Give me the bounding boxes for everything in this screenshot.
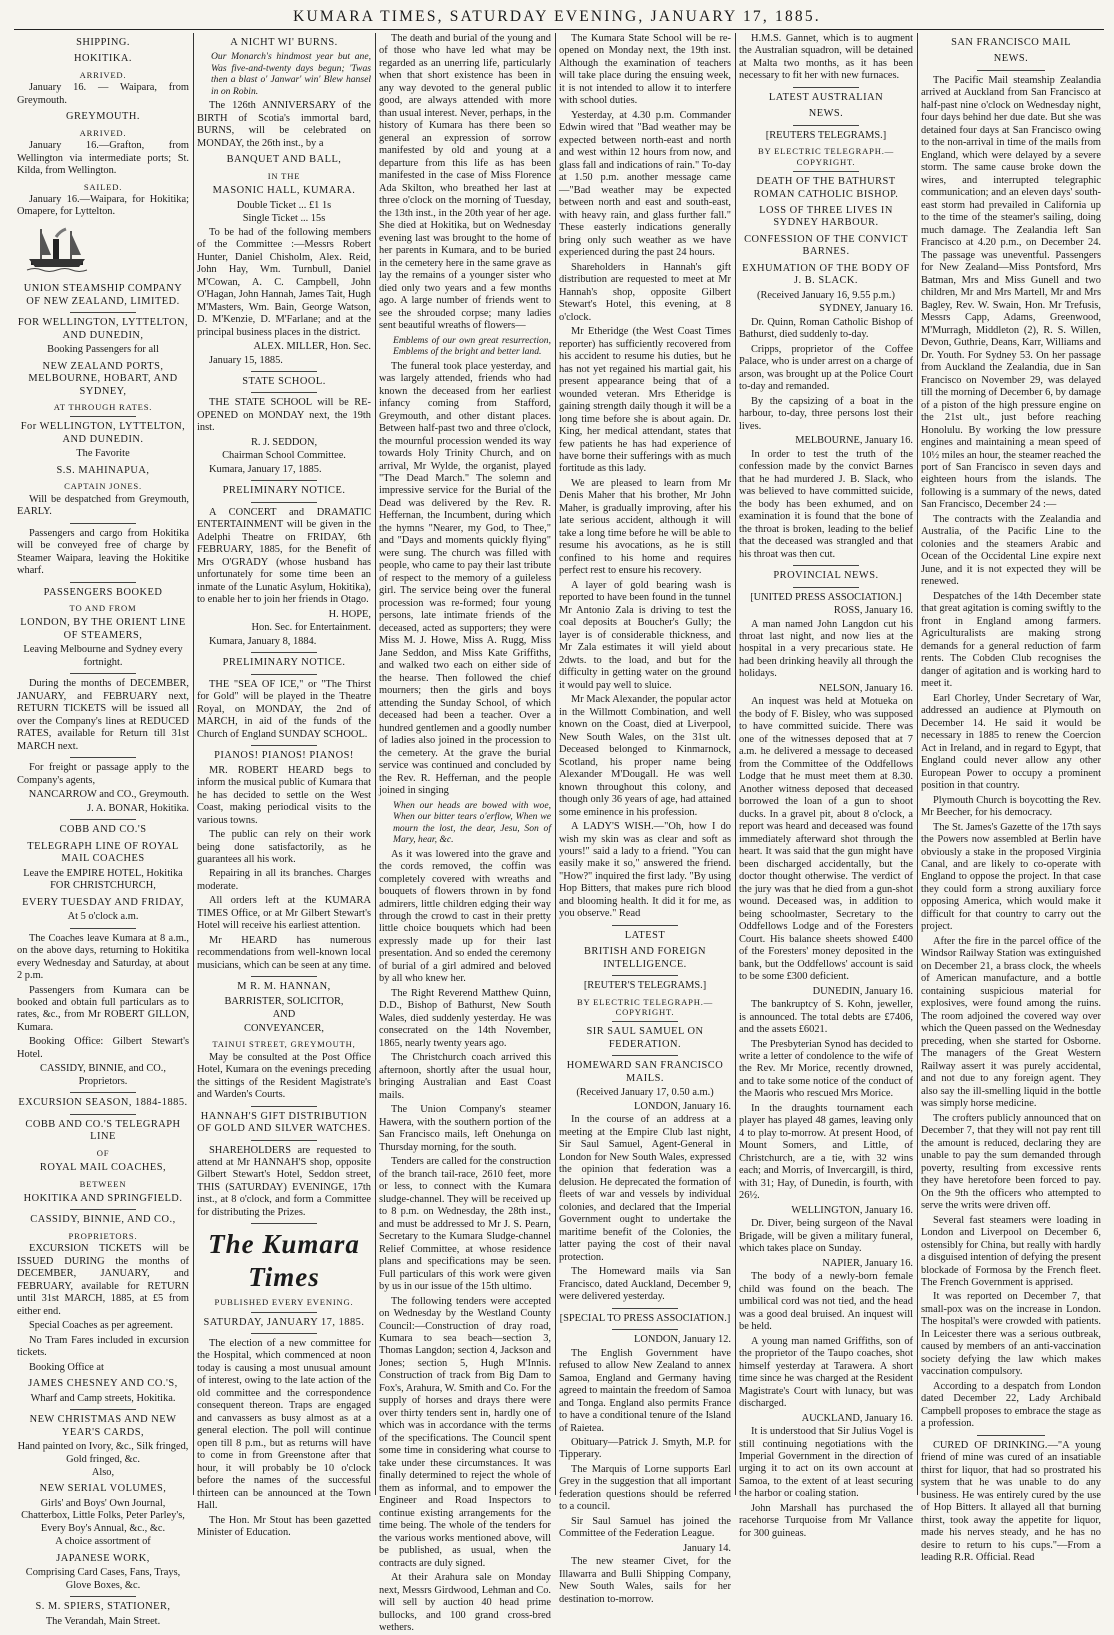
centered-line: Leaving Melbourne and Sydney every fortnight. (23, 644, 183, 668)
article-paragraph: Booking Office at (29, 1361, 104, 1373)
centered-line: [UNITED PRESS ASSOCIATION.] (750, 591, 902, 603)
article-paragraph: Will be despatched from Greymouth, EARLY. (17, 493, 189, 518)
section-heading: ROYAL MAIL COACHES, (39, 1162, 167, 1174)
section-rule (977, 1435, 1045, 1436)
section-rule (251, 674, 317, 675)
small-caps-line: TO AND FROM (69, 603, 137, 614)
article-paragraph: Passengers from Kumara can be booked and obtain full particulars as to rates, &c., from Mr ROBERT GILLON, Kumara. (17, 984, 189, 1033)
centered-line: CONVEYANCER, (244, 1022, 324, 1034)
article-paragraph: The contracts with the Zealandia and Australia, of the Pacific Line to the colonies and the steamers Arabic and Ocean of the Occidental Line expire next June, and it is not expected they will be renewed. (921, 513, 1101, 588)
masthead-rule (14, 29, 1104, 30)
section-heading: FOR WELLINGTON, LYTTELTON, AND DUNEDIN, (17, 317, 189, 341)
centered-line: (Received January 16, 9.55 p.m.) (757, 289, 895, 301)
section-heading: TELEGRAPH LINE OF ROYAL MAIL COACHES (27, 840, 179, 865)
section-heading: COBB AND CO.'S (59, 824, 147, 836)
signature-line: LONDON, January 16. (634, 1100, 731, 1112)
article-paragraph: The Hon. Mr Stout has been gazetted Minister of Education. (197, 1514, 371, 1539)
article-paragraph: Dr. Quinn, Roman Catholic Bishop of Bathurst, died suddenly to-day. (739, 316, 913, 341)
section-heading: NEWS. (808, 108, 844, 120)
small-caps-line: PROPRIETORS. (68, 1230, 138, 1241)
article-paragraph: Obituary—Patrick J. Smyth, M.P. for Tipperary. (559, 1437, 731, 1461)
section-rule (612, 1308, 677, 1309)
article-paragraph: Tenders are called for the construction of the branch tail-race, 2610 feet, more or less, to connect with the Kumara sludge-channel. They will be received up to 8 p.m. on Wednesday, the 28th inst., and must be addressed to Mr J. S. Pearn, Secretary to the Kumara Sludge-channel Relief Committee, at whose residence plans and specifications may be seen. Full particulars of this work were given by us in our issue of the 15th ultimo. (379, 1156, 551, 1293)
section-heading: PIANOS! PIANOS! PIANOS! (214, 750, 354, 762)
section-rule (70, 1209, 135, 1210)
centered-line: Hand painted on Ivory, &c., Silk fringed, Gold fringed, &c. (17, 1441, 189, 1465)
section-heading: MASONIC HALL, KUMARA. (212, 185, 356, 197)
article-paragraph: Kumara, January 17, 1885. (209, 463, 322, 475)
signature-line: ALEX. MILLER, Hon. Sec. (253, 341, 371, 353)
article-paragraph: An inquest was held at Motueka on the body of F. Bisley, who was supposed to have committed suicide. There was one of the witnesses deposed that at 7 a.m. he delivered a message to deceased from the Committee of the Oddfellows Lodge that he must meet them at 8.30. Another witness deposed that deceased borrowed the loan of a gun to shoot ducks. In a gravel pit, about 8 o'clock, a report was heard and deceased was found immediately afterward shot through the heart. It was said that the gun might have been discharged accidentally, but the doctor thought otherwise. The verdict of the jury was that he died from a gun-shot wound. Deceased was, in addition to being schoolmaster, Secretary to the Oddfellows Lodge and of the Foresters Court. His balance sheets showed £400 of the Foresters' money deposited in the bank, but the Oddfellows' account is said to be some £300 deficient. (739, 696, 913, 983)
section-heading: PRELIMINARY NOTICE. (222, 657, 346, 669)
article-paragraph: Earl Chorley, Under Secretary of War, addressed an audience at Plymouth on December 14. He said it would be necessary in 1885 to renew the Coercion Act in Ireland, and in regard to Egypt, that England could never allow any other European Power to occupy a prominent position in that country. (921, 692, 1101, 792)
section-rule (977, 70, 1045, 71)
article-paragraph: The new steamer Civet, for the Illawarra and Bulli Shipping Company, New South Wales, sails for her destination to-morrow. (559, 1556, 731, 1605)
article-paragraph: Repairing in all its branches. Charges moderate. (197, 868, 371, 892)
section-heading: CASSIDY, BINNIE, AND CO., (30, 1214, 176, 1226)
article-paragraph: Cripps, proprietor of the Coffee Palace, who is under arrest on a charge of arson, was brought up at the Police Court to-day and remanded. (739, 343, 913, 393)
small-caps-line: ARRIVED. (79, 127, 127, 138)
section-rule (70, 1596, 135, 1597)
signature-line: NAPIER, January 16. (822, 1257, 913, 1269)
signature-line: WELLINGTON, January 16. (791, 1204, 913, 1216)
article-paragraph: It is understood that Sir Julius Vogel is still continuing negotiations with the Imperial Government in the direction of urging it to act on its own account at Samoa, to the extent of at least securing the harbor or coaling station. (739, 1426, 913, 1500)
article-paragraph: The public can rely on their work being done satisfactorily, as he guarantees all his work. (197, 829, 371, 865)
section-heading: S. M. SPIERS, STATIONER, (35, 1601, 171, 1613)
section-rule (612, 1021, 677, 1022)
centered-line: The Favorite (76, 448, 130, 460)
article-paragraph: The Homeward mails via San Francisco, dated Auckland, December 9, were delivered yesterday. (559, 1266, 731, 1303)
article-paragraph: Dr. Diver, being surgeon of the Naval Brigade, will be given a military funeral, which takes place on Sunday. (739, 1218, 913, 1255)
section-rule (251, 1106, 317, 1107)
centered-line: (Received January 17, 0.50 a.m.) (576, 1087, 714, 1099)
section-heading: HOKITIKA. (74, 53, 132, 65)
centered-line: A choice assortment of (55, 1536, 151, 1548)
section-rule (70, 416, 135, 417)
section-heading: For WELLINGTON, LYTTELTON, AND DUNEDIN. (20, 421, 186, 445)
section-rule (70, 582, 135, 583)
article-paragraph: During the months of DECEMBER, JANUARY, and FEBRUARY next, RETURN TICKETS will be issued all over the Company's lines at REDUCED RATES, available for Return till 31st MARCH next. (17, 678, 189, 752)
section-heading: PASSENGERS BOOKED (43, 586, 163, 598)
article-paragraph: The Kumara State School will be re-opened on Monday next, the 19th inst. Although the examination of teachers will take place during the ensuing week, it is not intended to allow it to interfere with school duties. (559, 33, 731, 107)
small-caps-line: BETWEEN (79, 1178, 127, 1189)
signature-line: LONDON, January 12. (634, 1334, 731, 1346)
section-rule (70, 1114, 135, 1115)
column-local-news (376, 33, 554, 1634)
article-paragraph: Yesterday, at 4.30 p.m. Commander Edwin wired that "Bad weather may be expected between north-east and north and west within 12 hours from now, and glass fall and indications of rain." To-day at 1.50 p.m. another message came—"Bad weather may be expected between north and east and south-east, with heavy rain, and glass further fall." These easterly indications generally bring only such weather as we have experienced during the past 24 hours. (559, 109, 731, 259)
signature-line: MELBOURNE, January 16. (795, 435, 913, 447)
centered-line: At 5 o'clock a.m. (67, 911, 139, 923)
article-paragraph: A LADY'S WISH.—"Oh, how I do wish my skin was as clear and soft as yours!" said a lady to a friend. "You can easily make it so," answered the friend. "How?" inquired the first lady. "By using Hop Bitters, that makes pure rich blood and blooming health. It did it for me, as you observe." Read (559, 821, 731, 920)
article-paragraph: THE STATE SCHOOL will be RE-OPENED on MONDAY next, the 19th inst. (197, 397, 371, 434)
article-paragraph: THE "SEA OF ICE," or "The Thirst for Gold" will be played in the Theatre Royal, on MONDAY, the 2nd of MARCH, in aid of the funds of the Church of England SUNDAY SCHOOL. (197, 678, 371, 740)
article-paragraph: CURED OF DRINKING.—"A young friend of mine was cured of an insatiable thirst for liquor, that had so prostrated his system that he was unable to do any business. He was entirely cured by the use of Hop Bitters. It allayed all that burning thirst, took away the appetite for liquor, made his nerves steady, and he has no desire to return to his cups."—From a leading R.R. Official. Read (921, 1439, 1101, 1564)
section-heading: LONDON, BY THE ORIENT LINE OF STEAMERS, (20, 617, 186, 641)
article-paragraph: The body of a newly-born female child was found on the beach. The umbilical cord was not tied, and the head was a good deal bruised. An inquest will be held. (739, 1271, 913, 1333)
article-paragraph: The death and burial of the young and of those who have led what may be regarded as an unerring life, particularly when that short existence has been in any way devoted to the general public good, are always attended with more than usual interest. Never, perhaps, in the history of Kumara has there been so general an expression of sorrow manifested by old and young at a departure from this life as has been manifested in the case of Miss Florence Ada Skilton, who breathed her last at three o'clock on the morning of Tuesday, the 13th inst., in the 20th year of her age. She died at Hokitika, but on Wednesday evening last was brought to the home of her parents in Kumara, and to be buried in the cemetery here in the same grave as lay the remains of a younger sister who died only two years and a few months ago. A large number of friends went to see the shrouded corpse; many ladies sent beautiful wreaths of flowers— (379, 33, 551, 332)
article-paragraph: The English Government have refused to allow New Zealand to annex Samoa, England and Germany having agreed to maintain the freedom of Samoa and Tonga. England also permits France to have a conditional tenure of the Island of Raietea. (559, 1347, 731, 1434)
article-paragraph: The bankruptcy of S. Kohn, jeweller, is announced. The total debts are £7406, and the assets £6021. (739, 999, 913, 1036)
small-caps-line: OF (96, 1147, 110, 1158)
centered-line: AND (272, 1009, 296, 1021)
section-rule (612, 1329, 677, 1330)
centered-line: Also, (91, 1466, 115, 1478)
signature-line: J. A. BONAR, Hokitika. (87, 802, 189, 814)
article-paragraph: January 16.—Grafton, from Wellington via intermediate ports; St. Kilda, from Wellington. (17, 140, 189, 177)
verse-lines: Our Monarch's hindmost year but ane, Was five-and-twenty days begun; 'Twas then a blast o' Janwar' win' Blew hansel in on Robin. (211, 51, 371, 97)
section-heading: LATEST AUSTRALIAN (768, 91, 884, 103)
article-paragraph: Several fast steamers were loading in London and Liverpool on December 6, ostensibly for China, but really with hardly a disguised intention of defying the present blockade of Formosa by the French fleet. The French Government is apprised. (921, 1214, 1101, 1288)
article-paragraph: We are pleased to learn from Mr Denis Maher that his brother, Mr John Maher, is gradually improving, after his late serious accident, although it will take a long time before he will be able to resume his avocations, as he is still confined to his home and requires perfect rest to ensure his recovery. (559, 477, 731, 577)
section-rule (70, 523, 135, 524)
article-paragraph: The crofters publicly announced that on December 7, that they will not pay rent till the amount is reduced, declaring they are unable to pay the sum demanded through poverty, resulting from excessive rents they have heretofore been forced to pay. On the 9th the officers who attempted to serve the writs were driven off. (921, 1112, 1101, 1212)
small-caps-line: AT THROUGH RATES. (53, 402, 153, 413)
article-paragraph: To be had of the following members of the Committee :—Messrs Robert Hunter, Daniel Chisholm, Alex. Reid, John Hay, Wm. Turnbull, Daniel M'Cowan, A. C. Campbell, John O'Hagan, John Hannah, James Tait, Hugh M'Masters, Wm. Bain, George Watson, D. M'Kenzie, D. M'Farlane; and at the principal business places in the district. (197, 226, 371, 338)
section-rule (793, 125, 859, 126)
article-paragraph: Mr HEARD has numerous recommendations from well-known local musicians, which can be seen at any time. (197, 934, 371, 971)
article-paragraph: Booking Office: Gilbert Stewart's Hotel. (17, 1036, 189, 1060)
small-caps-line: PUBLISHED EVERY EVENING. (214, 1297, 354, 1308)
signature-line: H. HOPE, (328, 608, 371, 620)
column-san-francisco-mail-news (918, 33, 1104, 1564)
section-rule (251, 976, 317, 977)
centered-line: Double Ticket ... £1 1s (236, 199, 332, 211)
section-heading: SATURDAY, JANUARY 17, 1885. (203, 1316, 365, 1328)
section-heading: COBB AND CO.'S TELEGRAPH LINE (25, 1118, 181, 1143)
article-paragraph: At their Arahura sale on Monday next, Messrs Girdwood, Lehman and Co. will sell by auction 40 head prime bullocks, and 100 grand cross-bred wethers. (379, 1572, 551, 1634)
article-paragraph: John Marshall has purchased the racehorse Turquoise from Mr Vallance for 300 guineas. (739, 1502, 913, 1539)
section-rule (70, 1092, 135, 1093)
section-rule (251, 745, 317, 746)
article-paragraph: In the draughts tournament each player has played 48 games, leaving only 4 to play to-morrow. At present Hood, of Mount Somers, and Little, of Christchurch, are a tie, with 32 wins each; and Morris, of Invercargill, is third, with 31; Hay, of Dunedin, is fourth, with 26½. (739, 1102, 913, 1202)
article-paragraph: The Right Reverend Matthew Quinn, D.D., Bishop of Bathurst, New South Wales, died suddenly yesterday. He was consecrated on the 14th November, 1865, nearly twenty years ago. (379, 987, 551, 1049)
article-paragraph: For freight or passage apply to the Company's agents, (17, 762, 189, 786)
article-paragraph: Sir Saul Samuel has joined the Committee of the Federation League. (559, 1515, 731, 1540)
centered-line: The Verandah, Main Street. (45, 1615, 161, 1627)
article-paragraph: January 15, 1885. (209, 354, 283, 366)
section-rule (251, 1223, 317, 1224)
article-paragraph: All orders left at the KUMARA TIMES Office, or at Mr Gilbert Stewart's Hotel will receive his earliest attention. (197, 895, 371, 932)
article-paragraph: Despatches of the 14th December state that great agitation is coming swiftly to the front in England among farmers. Agriculturalists are making strong demands for a general reduction of farm rents. The Cobden Club recognises the danger of agitation and is working hard to meet it. (921, 590, 1101, 690)
centered-line: Leave the EMPIRE HOTEL, Hokitika FOR CHRISTCHURCH, (23, 867, 183, 892)
signature-line: ROSS, January 16. (833, 605, 913, 617)
section-heading: S.S. MAHINAPUA, (56, 464, 150, 476)
section-heading: LATEST (624, 929, 666, 941)
small-caps-line: SAILED. (83, 181, 123, 192)
article-paragraph: January 16. — Waipara, from Greymouth. (17, 82, 189, 106)
section-rule (793, 87, 859, 88)
section-heading: STATE SCHOOL. (242, 376, 326, 387)
signature-line: SYDNEY, January 16. (819, 303, 913, 315)
section-rule (251, 652, 317, 653)
centered-line: [REUTERS TELEGRAMS.] (765, 129, 887, 141)
column-local-and-foreign-news (556, 33, 734, 1605)
signature-line: January 14. (683, 1542, 731, 1554)
centered-line: Booking Passengers for all (47, 344, 159, 356)
section-heading: EVERY TUESDAY AND FRIDAY, (22, 896, 184, 908)
steamship-icon (27, 225, 87, 273)
section-rule (612, 1055, 677, 1056)
article-paragraph: The Marquis of Lorne supports Earl Grey in the suggestion that all important federation questions should be referred to a council. (559, 1463, 731, 1513)
small-caps-line: TAINUI STREET, GREYMOUTH, (212, 1039, 356, 1050)
section-heading: M R. M. HANNAN, (237, 981, 331, 993)
centered-line: Wharf and Camp streets, Hokitika. (30, 1392, 176, 1404)
article-paragraph: January 16.—Waipara, for Hokitika; Omapere, for Lyttelton. (17, 193, 189, 218)
section-rule (251, 392, 317, 393)
section-rule (612, 975, 677, 976)
article-paragraph: Plymouth Church is boycotting the Rev. Mr Beecher, for his democracy. (921, 794, 1101, 819)
centered-line: [SPECIAL TO PRESS ASSOCIATION.] (559, 1312, 731, 1324)
section-rule (793, 171, 859, 172)
article-paragraph: May be consulted at the Post Office Hotel, Kumara on the evenings preceding the sittings of the Resident Magistrate's and Warden's Courts. (197, 1051, 371, 1101)
article-paragraph: After the fire in the parcel office of the Windsor Railway Station was extinguished on December 21, a brass clock, the wheels of American manufacture, and a bottle containing suspicious material for explosives, were found among the ruins. The room adjoined the covered way over which the Queen passed on the Wednesday preceding, when she started for Osborne. The managers of the Great Western Railway assert it was purely accidental, and not due to any foreign agent. They also say the ill-smelling liquid in the bottle was simply horse medicine. (921, 935, 1101, 1110)
section-heading: CONFESSION OF THE CONVICT BARNES. (744, 233, 908, 258)
section-rule (251, 1333, 317, 1334)
centered-line: R. J. SEDDON, (250, 436, 318, 448)
small-caps-line: BY ELECTRIC TELEGRAPH.—COPYRIGHT. (757, 146, 895, 167)
article-paragraph: SHAREHOLDERS are requested to attend at Mr HANNAH'S shop, opposite Gilbert Stewart's Hotel, Seddon street, THIS (SATURDAY) EVENINGE, 17th inst., at 8 o'clock, and form a Committee for distributing the Prizes. (197, 1144, 371, 1218)
centered-line: Comprising Card Cases, Fans, Trays, Glove Boxes, &c. (25, 1567, 181, 1591)
signature-line: NELSON, January 16. (818, 682, 913, 694)
small-caps-line: CAPTAIN JONES. (64, 481, 142, 492)
section-rule (70, 757, 135, 758)
section-heading: PRELIMINARY NOTICE. (222, 485, 346, 497)
section-rule (251, 371, 317, 372)
section-rule (70, 819, 135, 820)
article-paragraph: A layer of gold bearing wash is reported to have been found in the tunnel Mr Antonio Zala is driving to test the coal deposits at Boucher's Gully; the layer is of considerable thickness, and Mr Zala estimates it will yield about 2dwts. to the load, and but for the difficulty in getting water on the ground it would pay well to sluice. (559, 579, 731, 691)
article-paragraph: A CONCERT and DRAMATIC ENTERTAINMENT will be given in the Adelphi Theatre on FRIDAY, 6th FEBRUARY, 1885, for the Benefit of Mrs O'GRADY (whose husband has unfortunately for some time been an inmate of the Lunatic Asylum, Hokitika), to enable her to join her friends in Otago. (197, 506, 371, 606)
verse-lines: Emblems of our own great resurrection, Emblems of the bright and better land. (393, 334, 551, 358)
section-rule (251, 502, 317, 503)
article-paragraph: Shareholders in Hannah's gift distribution are requested to meet at Mr Hannah's shop, opposite Gilbert Stewart's Hotel, this evening, at 8 o'clock. (559, 261, 731, 323)
section-heading: UNION STEAMSHIP COMPANY OF NEW ZEALAND, LIMITED. (23, 283, 183, 307)
section-rule (793, 565, 859, 566)
section-heading: NEW ZEALAND PORTS, MELBOURNE, HOBART, AND SYDNEY, (28, 360, 178, 397)
section-rule (251, 1312, 317, 1313)
section-heading: JAPANESE WORK, (56, 1552, 150, 1564)
newspaper-nameplate: The Kumara Times (208, 1229, 360, 1292)
small-caps-line: ARRIVED. (79, 69, 127, 80)
article-paragraph: A man named John Langdon cut his throat last night, and now lies at the hospital in a very precarious state. He had been drinking heavily all through the holidays. (739, 618, 913, 680)
section-rule (251, 480, 317, 481)
article-paragraph: The Presbyterian Synod has decided to write a letter of condolence to the wife of the Rev. Mr Morice, recently drowned, and to take some notice of the conduct of the Maoris who rescued Mrs Morice. (739, 1038, 913, 1100)
article-paragraph: H.M.S. Gannet, which is to augment the Australian squadron, will be detained at Malta two months, as it has been necessary to fit her with new furnaces. (739, 33, 913, 82)
centered-line: Girls' and Boys' Own Journal, Chatterbox, Little Folks, Peter Parley's, Every Boy's Annual, &c., &c. (21, 1497, 185, 1534)
article-paragraph: Passengers and cargo from Hokitika will be conveyed free of charge by Steamer Waipara, leaving the Hokitike wharf. (17, 527, 189, 577)
centered-line: Chairman School Committee. (222, 450, 346, 462)
signature-line: NANCARROW and CO., Greymouth. (28, 789, 189, 801)
centered-line: Single Ticket ... 15s (242, 213, 326, 225)
article-paragraph: Special Coaches as per agreement. (29, 1320, 173, 1332)
section-heading: EXCURSION SEASON, 1884-1885. (18, 1097, 188, 1109)
centered-line: BARRISTER, SOLICITOR, (224, 995, 344, 1007)
section-rule (70, 928, 135, 929)
article-paragraph: The Christchurch coach arrived this afternoon, shortly after the usual hour, bringing Australian and East Coast mails. (379, 1052, 551, 1101)
article-paragraph: Kumara, January 8, 1884. (209, 635, 317, 647)
section-heading: SHIPPING. (76, 37, 130, 48)
article-paragraph: Mr Etheridge (the West Coast Times reporter) has sufficiently recovered from his accident to resume his duties, but he has not yet regained his martial gait, his present appearance being that of a wounded veteran. Mrs Etheridge is gaining strength daily though it will be a long time before she is about again. Dr. King, her medical attendant, states that few patients he has had experience of have borne their sufferings with as much fortitude as this lady. (559, 326, 731, 475)
article-paragraph: In the course of an address at a meeting at the Empire Club last night, Sir Saul Samuel, Agent-General in London for New South Wales, expressed the opinion that federation was a delusion. He deprecated the formation of fleets of war and vessels by individual colonies, and declared that the Imperial Government ought to undertake the maritime benefit of the Colonies, the latter paying the cost of their naval protection. (559, 1114, 731, 1263)
section-rule (70, 1409, 135, 1410)
article-paragraph: MR. ROBERT HEARD begs to inform the musical public of Kumara that he has decided to settle on the West Coast, making periodical visits to the various towns. (197, 764, 371, 826)
section-rule (793, 587, 859, 588)
column-australian-provincial-news (736, 33, 916, 1539)
section-heading: NEWS. (993, 53, 1029, 65)
article-paragraph: The Pacific Mail steamship Zealandia arrived at Auckland from San Francisco at half-past nine o'clock on Wednesday night, four days behind her due date. But she was detained four days at San Francisco owing to the non-arrival in time of the mails from England, which were delayed by a severe storm. The same cause broke down the wires, and interrupted telegraphic communication; and an eleven days' south-east storm had prevailed in California up to the time of the steamer's sailing, doing much damage. The Zealandia left San Francisco at 4.20 p.m., on December 24. The passage was uneventful. Passengers for New Zealand—Miss Pontsford, Mrs Batman, Mrs and Miss Gunell and two children, Mr and Mrs Martell, Mr and Mrs Bagley, Rev. W. Swain, Hon. Mr Trefusis, Messrs Capp, Adams, Greenwood, M'Murragh, Middleton (2), R. S. Willen, Devon, Guthrie, Deans, Karr, Williams and Dr. Youth. For Sydney 53. On her passage from Auckland the Zealandia, due in San Francisco on November 29, was delayed till the morning of December 6, by damage of a piston of the high pressure engine on the 21st ult., just before reaching Honolulu. By working the low pressure engines and maintaining a mean speed of 10½ miles an hour, the steamer reached the port of San Francisco in seven days and eighteen hours from the islands. The following is a summary of the news, dated San Francisco, December 24 :— (921, 74, 1101, 511)
article-paragraph: By the capsizing of a boat in the harbour, to-day, three persons lost their lives. (739, 395, 913, 432)
section-heading: HANNAH'S GIFT DISTRIBUTION OF GOLD AND SILVER WATCHES. (197, 1110, 371, 1135)
newspaper-masthead: KUMARA TIMES, SATURDAY EVENING, JANUARY 17, 1885. (293, 8, 821, 25)
article-paragraph: Mr Mack Alexander, the popular actor in the Willmott Combination, and well known on the Coast, died at Liverpool, New South Wales, on the 31st ult. Deceased belonged to Kinmarnock, Scotland, his proper name being Alexander M'Dougall. He was well known throughout this colony, and though only 36 years of age, had attained some eminence in his profession. (559, 694, 731, 818)
section-heading: NEW CHRISTMAS AND NEW YEAR'S CARDS, (29, 1414, 177, 1438)
article-paragraph: As it was lowered into the grave and the cords removed, the coffin was completely covered with wreaths and bouquets of flowers thrown in by fond admirers, little children edging their way through the crowd to cast in their pretty little choice bouquets which had been expressly made up for their last presentation. And so ended the ceremony of burial of a girl admired and beloved by all who knew her. (379, 848, 551, 985)
article-paragraph: The Coaches leave Kumara at 8 a.m., on the above days, returning to Hokitika every Wednesday and Saturday, at about 2 p.m. (17, 932, 189, 982)
section-heading: DEATH OF THE BATHURST ROMAN CATHOLIC BISHOP. (753, 176, 899, 200)
column-notices (194, 33, 374, 1539)
section-heading: LOSS OF THREE LIVES IN SYDNEY HARBOUR. (759, 204, 893, 229)
centered-line: [REUTER'S TELEGRAMS.] (583, 980, 707, 992)
article-paragraph: EXCURSION TICKETS will be ISSUED DURING the months of DECEMBER, JANUARY, and FEBRUARY, available for RETURN until 31st MARCH, 1885, at £5 from either end. (17, 1243, 189, 1317)
section-heading: HOMEWARD SAN FRANCISCO MAILS. (566, 1060, 724, 1084)
article-paragraph: According to a despatch from London dated December 22, Lady Archibald Campbell proposes to embrace the stage as a profession. (921, 1380, 1101, 1430)
section-heading: SIR SAUL SAMUEL ON FEDERATION. (586, 1026, 704, 1050)
article-paragraph: A young man named Griffiths, son of the proprietor of the Taupo coaches, shot himself yesterday at Tarawera. A short time since he was charged at the Resident Magistrate's Court with lunacy, but was discharged. (739, 1335, 913, 1410)
signature-line: Hon. Sec. for Entertainment. (251, 622, 371, 634)
signature-line: AUCKLAND, January 16. (801, 1412, 913, 1424)
article-paragraph: The following tenders were accepted on Wednesday by the Westland County Council:—Construction of dray road, Kumara to sea beach—section 3, Thomas Langdon; section 4, Jackson and Jones; section 5, Hugh M'Innis. Construction of track from Big Dam to Fox's, Arahura, W. Smith and Co. For the supply of horses and drays there were over thirty tenders sent in, hardly one of which was in accordance with the terms of the specifications. The Council spent some time in considering what course to take under these circumstances. It was finally determined to reject the whole of them as informal, and to empower the Engineer and Road Inspectors to continue existing arrangements for the time being. The whole of the tenders for the various works mentioned above, will be published, as usual, when the contracts are duly signed. (379, 1295, 551, 1569)
section-rule (612, 925, 677, 926)
section-rule (70, 312, 135, 313)
article-paragraph: The 126th ANNIVERSARY of the BIRTH of Scotia's immortal bard, BURNS, will be celebrated on MONDAY, the 26th inst., by a (197, 100, 371, 149)
article-paragraph: The St. James's Gazette of the 17th says the Powers now assembled at Berlin have obviously a stake in the proposed Virginia Canal, and are likely to co-operate with England to oppose the project. In that case they could form a strong auxiliary force opposing America, which would make it difficult for that country to carry out the project. (921, 821, 1101, 933)
article-paragraph: It was reported on December 7, that small-pox was on the increase in London. The hospital's were crowded with patients. In Leicester there was a serious outbreak, caused by members of an anti-vaccination society defying the law which makes vaccination compulsory. (921, 1291, 1101, 1378)
article-paragraph: The funeral took place yesterday, and was largely attended, friends who had known the deceased from her earliest infancy coming from Stafford, Greymouth, and other distant places. Between half-past two and three o'clock, the mournful procession wended its way towards Holy Trinity Church, and on arrival, Mr Wylde, the organist, played "The Dead March." The solemn and impressive service for the Burial of the Dead was delivered by the Rev. R. Heffernan, the Incumbent, during which the hymns "Nearer, my God, to Thee," and "Days and moments quickly flying" were sung. The church was filled with people, who came to pay their last tribute of respect to the memory of a guileless girl. The service being over the funeral procession was re-formed; four young persons, late intimate friends of the deceased, acted as supporters; they were Miss M. J. Howe, Miss A. Rugg, Miss Jane Seddon, and Miss Kate Griffiths, and walked two each on either side of the hearse. Then followed the chief mourners; then the girls and boys attending the Sunday School, of which deceased had been a teacher. Over a hundred gentlemen and a goodly number of ladies also joined in the procession to the cemetery. At the grave the burial service was continued and concluded by the Rev. R. Heffernan, and the people joined in singing (379, 360, 551, 797)
section-heading: A NICHT WI' BURNS. (230, 37, 338, 48)
verse-lines: When our heads are bowed with woe, When our bitter tears o'erflow, When we mourn the lost, the dear, Jesu, Son of Mary, hear, &c. (393, 799, 551, 846)
section-heading: SAN FRANCISCO MAIL (951, 37, 1071, 48)
section-heading: BANQUET AND BALL, (226, 154, 342, 166)
article-paragraph: The Union Company's steamer Hawera, with the southern portion of the San Francisco mails, left Onehunga on Thursday morning, for the south. (379, 1104, 551, 1153)
section-heading: HOKITIKA AND SPRINGFIELD. (23, 1192, 183, 1204)
section-heading: NEW SERIAL VOLUMES, (39, 1483, 167, 1495)
section-heading: EXHUMATION OF THE BODY OF J. B. SLACK. (742, 262, 910, 287)
section-heading: JAMES CHESNEY AND CO.'S, (28, 1378, 178, 1390)
signature-line: DUNEDIN, January 16. (812, 985, 913, 997)
small-caps-line: IN THE (267, 170, 301, 181)
section-rule (70, 673, 135, 674)
article-paragraph: The election of a new committee for the Hospital, which commenced at noon today is causing a most unusual amount of interest, owing to the late action of the old committee and the correspondence consequent thereon. Traps are engaged and canvassers as busy almost as at a general election. The poll will continue open till 8 p.m., but as returns will have to come in from Greenstone after that hour, it will probably be 10 o'clock before the names of the successful thirteen can be announced at the Town Hall. (197, 1337, 371, 1512)
section-heading: PROVINCIAL NEWS. (773, 570, 879, 582)
section-heading: GREYMOUTH. (66, 111, 140, 123)
article-paragraph: In order to test the truth of the confession made by the convict Barnes that he had murdered J. B. Slack, who was believed to have committed suicide, the body has been exhumed, and on examination it is found that the bone of the throat is broken, leading to the belief that the deceased was strangled and that his throat was then cut. (739, 448, 913, 560)
article-paragraph: No Tram Fares included in excursion tickets. (17, 1334, 189, 1359)
column-shipping-ads (14, 33, 192, 1627)
small-caps-line: BY ELECTRIC TELEGRAPH.—COPYRIGHT. (576, 996, 714, 1018)
section-rule (251, 1140, 317, 1141)
section-heading: BRITISH AND FOREIGN INTELLIGENCE. (583, 946, 707, 970)
centered-line: CASSIDY, BINNIE, and CO., Proprietors. (40, 1063, 166, 1087)
